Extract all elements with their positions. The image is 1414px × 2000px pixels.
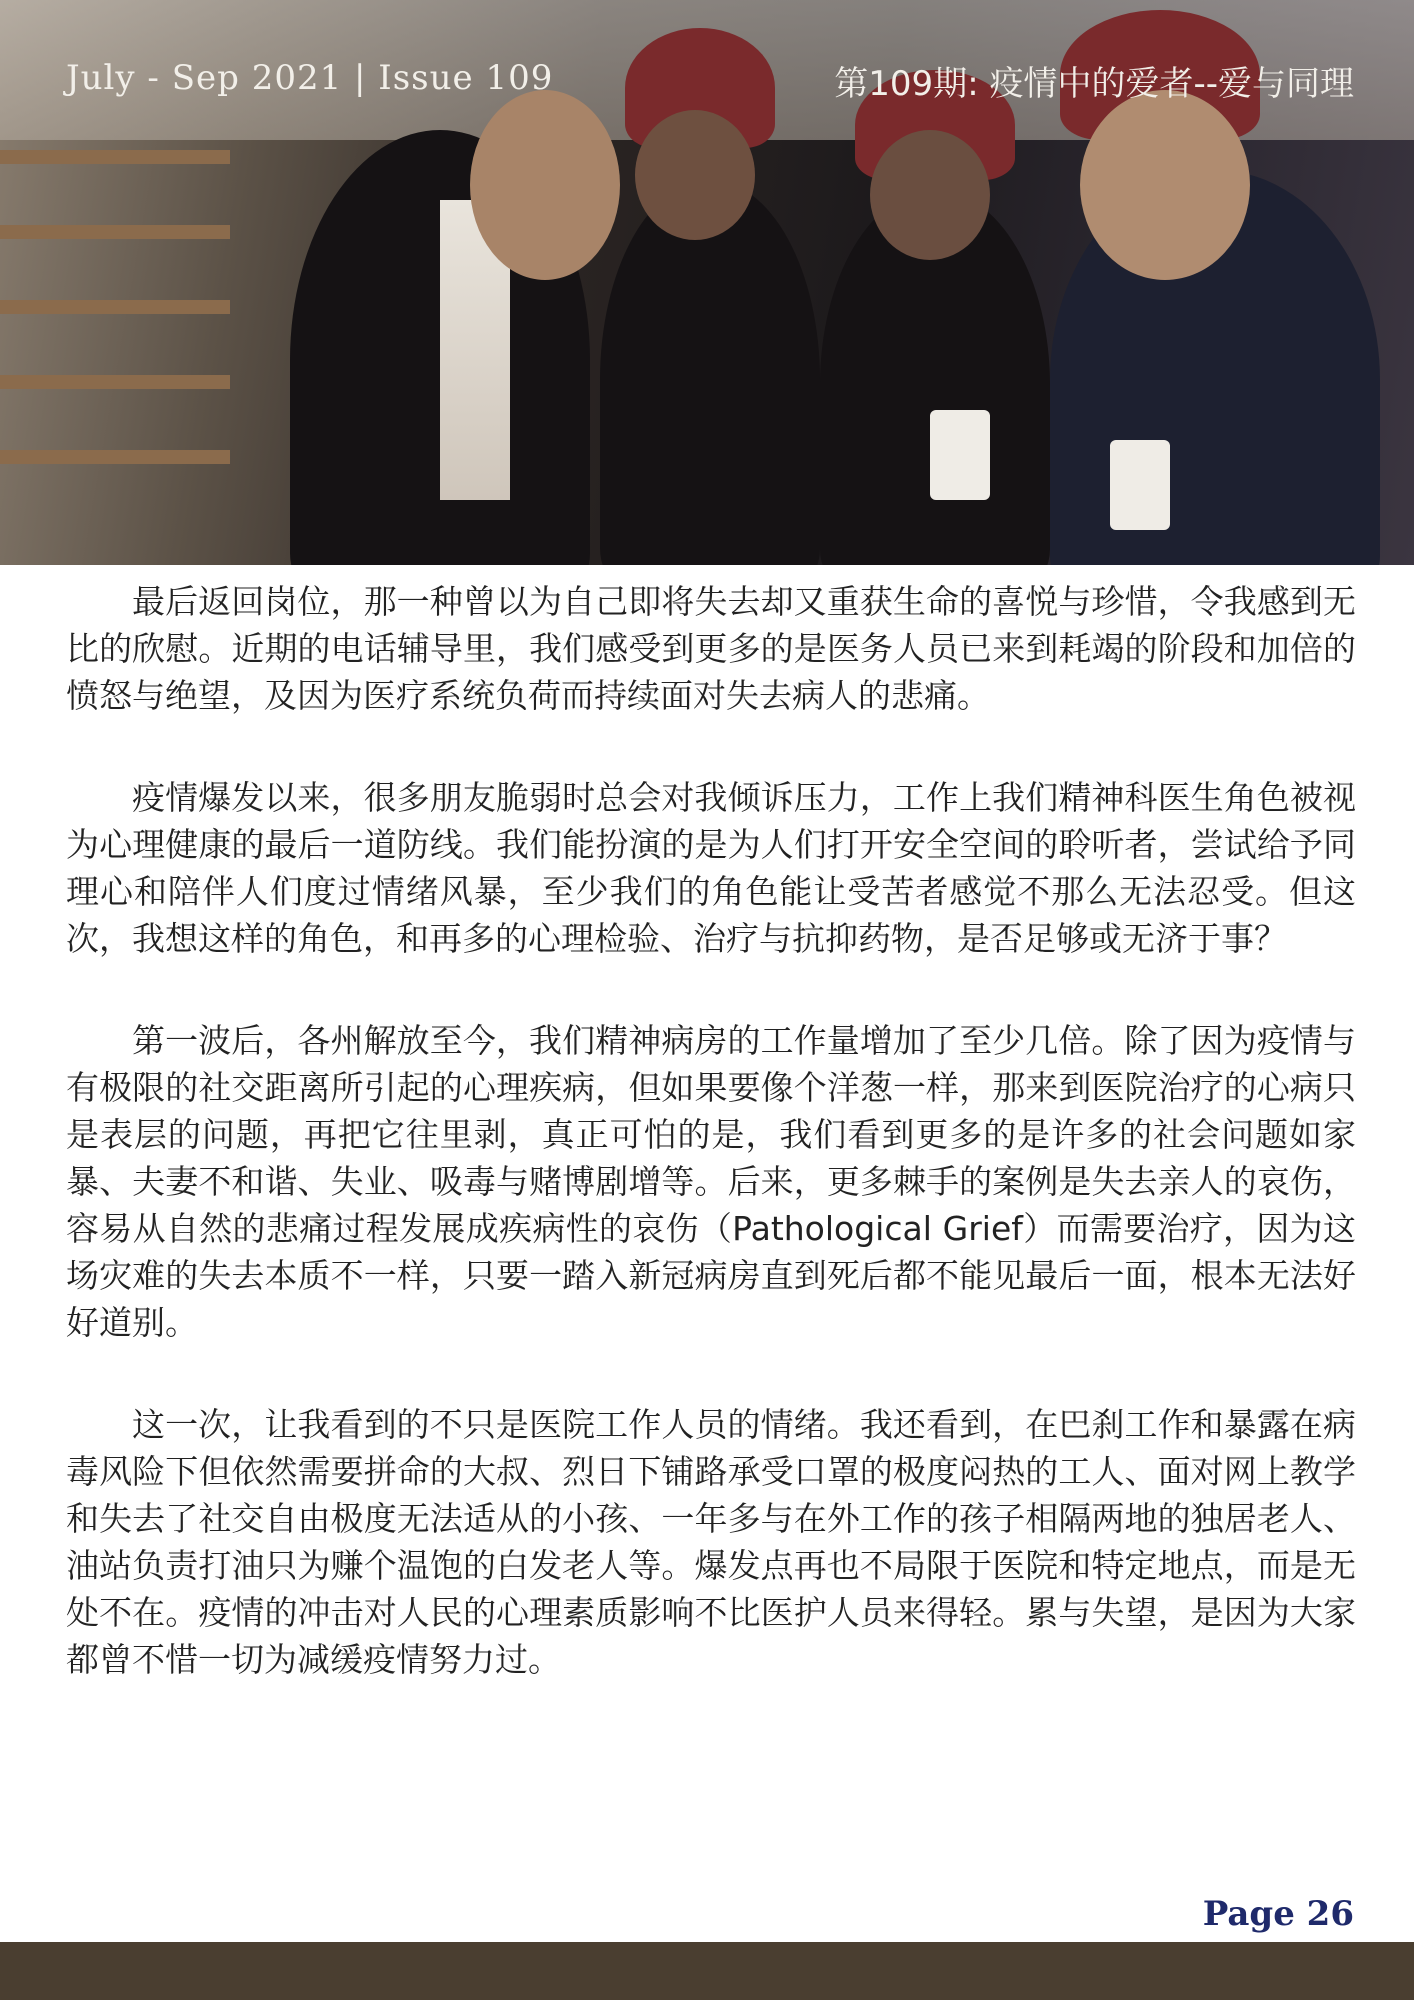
issue-date: July - Sep 2021 | Issue 109	[66, 58, 554, 98]
paragraph: 这一次，让我看到的不只是医院工作人员的情绪。我还看到，在巴刹工作和暴露在病毒风险下但依然需要拼命的大叔、烈日下铺路承受口罩的极度闷热的工人、面对网上教学和失去了社交自由极度无法适从的小孩、一年多与在外工作的孩子相隔两地的独居老人、油站负责打油只为赚个温饱的白发老人等。爆发点再也不局限于医院和特定地点，而是无处不在。疫情的冲击对人民的心理素质影响不比医护人员来得轻。累与失望，是因为大家都曾不惜一切为减缓疫情努力过。	[66, 1405, 1356, 1679]
page-number: Page 26	[1202, 1894, 1354, 1934]
paragraph: 第一波后，各州解放至今，我们精神病房的工作量增加了至少几倍。除了因为疫情与有极限的社交距离所引起的心理疾病，但如果要像个洋葱一样，那来到医院治疗的心病只是表层的问题，再把它往里剥，真正可怕的是，我们看到更多的是许多的社会问题如家暴、夫妻不和谐、失业、吸毒与赌博剧增等。后来，更多棘手的案例是失去亲人的哀伤，容易从自然的悲痛过程发展成疾病性的哀伤（Pathological Grief）而需要治疗，因为这场灾难的失去本质不一样，只要一踏入新冠病房直到死后都不能见最后一面，根本无法好好道别。	[66, 1021, 1356, 1342]
article-body	[66, 578, 1356, 1738]
paragraph: 疫情爆发以来，很多朋友脆弱时总会对我倾诉压力，工作上我们精神科医生角色被视为心理健康的最后一道防线。我们能扮演的是为人们打开安全空间的聆听者，尝试给予同理心和陪伴人们度过情绪风暴，至少我们的角色能让受苦者感觉不那么无法忍受。但这次，我想这样的角色，和再多的心理检验、治疗与抗抑药物，是否足够或无济于事？	[66, 778, 1356, 958]
issue-title: 第109期: 疫情中的爱者--爱与同理	[834, 64, 1354, 104]
footer-bar	[0, 1942, 1414, 2000]
paragraph: 最后返回岗位，那一种曾以为自己即将失去却又重获生命的喜悦与珍惜，令我感到无比的欣慰。近期的电话辅导里，我们感受到更多的是医务人员已来到耗竭的阶段和加倍的愤怒与绝望，及因为医疗系统负荷而持续面对失去病人的悲痛。	[66, 582, 1356, 715]
